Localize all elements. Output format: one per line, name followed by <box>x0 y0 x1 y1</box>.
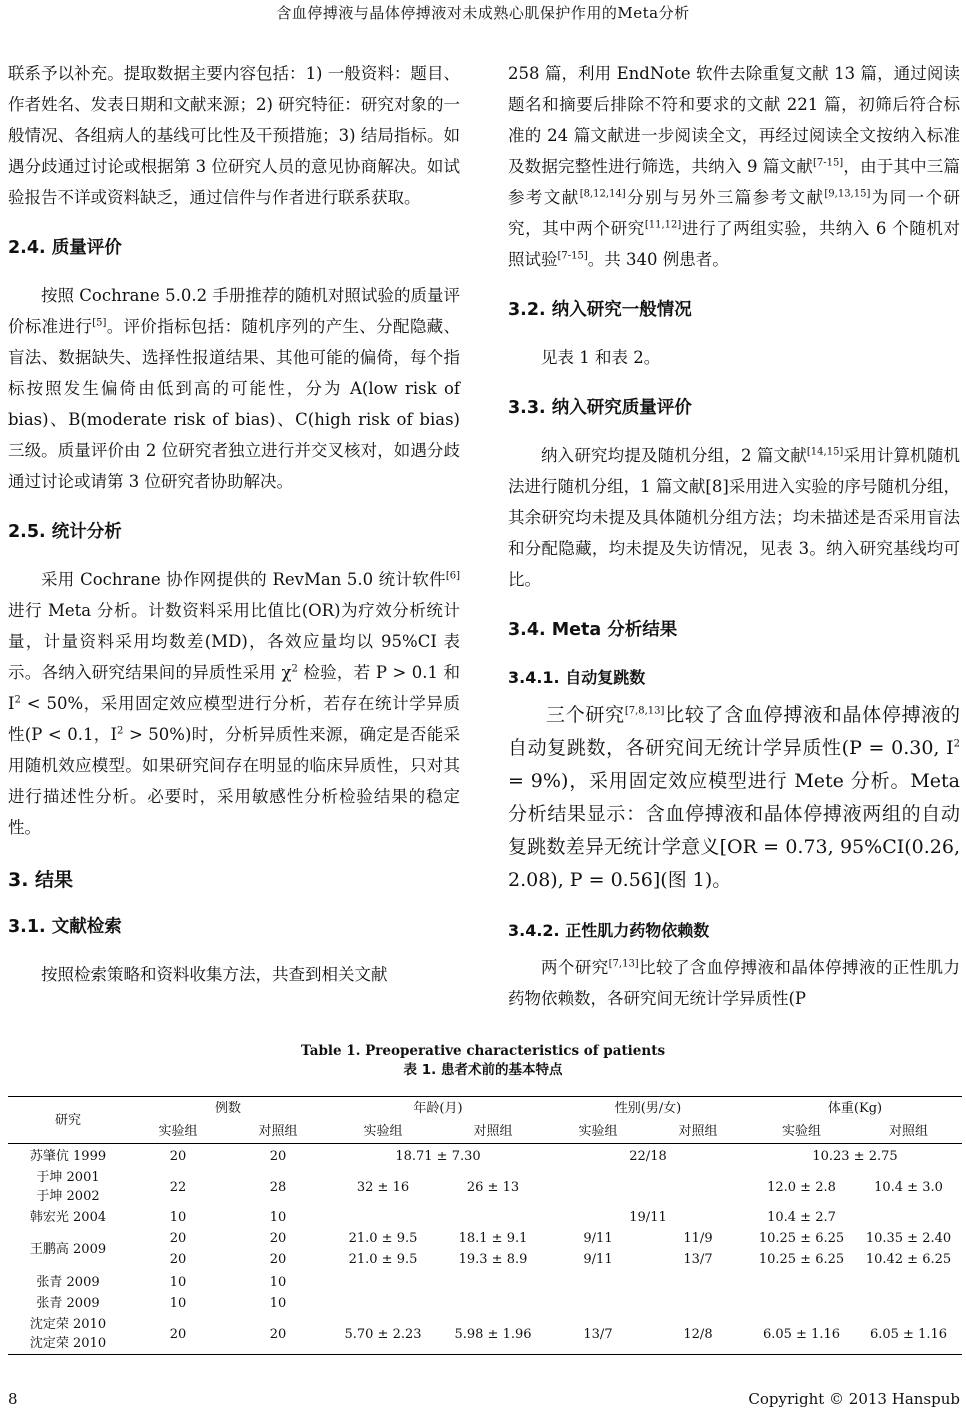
cell: 21.0 ± 9.5 <box>348 1252 418 1267</box>
cell: 10 <box>269 1296 287 1311</box>
heading-2-4: 2.4. 质量评价 <box>8 238 122 258</box>
cell <box>328 1270 962 1293</box>
cell: 18.1 ± 9.1 <box>458 1231 528 1246</box>
sub-ctl: 对照组 <box>648 1120 748 1144</box>
table-row <box>8 1293 962 1314</box>
heading-3-1: 3.1. 文献检索 <box>8 917 122 937</box>
cell <box>328 1293 962 1314</box>
cell: 10.25 ± 6.25 <box>758 1231 845 1246</box>
cell <box>855 1207 962 1228</box>
citation: [6] <box>445 570 460 582</box>
cell: 13/7 <box>683 1252 713 1267</box>
table-row <box>8 1207 962 1228</box>
cell: 10.25 ± 6.25 <box>758 1252 845 1267</box>
heading-3-4-2: 3.4.2. 正性肌力药物依赖数 <box>508 921 710 940</box>
cell: 20 <box>228 1314 328 1355</box>
cell-study: 张青 2009 <box>36 1296 100 1311</box>
cell: 20 <box>169 1252 187 1267</box>
cell-study: 沈定荣 2010 沈定荣 2010 <box>8 1314 128 1355</box>
cell: 19/11 <box>629 1210 667 1225</box>
table-preoperative <box>8 1096 962 1355</box>
copyright: Copyright © 2013 Hanspub <box>748 1390 960 1408</box>
page-number: 8 <box>8 1390 18 1408</box>
cell: 20 <box>169 1231 187 1246</box>
cell: 10 <box>169 1210 187 1225</box>
table-row <box>8 1249 962 1270</box>
paragraph-general: 见表 1 和表 2。 <box>541 348 661 367</box>
right-column <box>508 58 960 1014</box>
table-caption-en: Table 1. Preoperative characteristics of patients <box>300 1043 666 1059</box>
cell: 5.70 ± 2.23 <box>328 1314 438 1355</box>
citation: [5] <box>92 317 107 329</box>
cell: 6.05 ± 1.16 <box>748 1314 855 1355</box>
cell: 20 <box>269 1252 287 1267</box>
cell: 10 <box>269 1210 287 1225</box>
cell: 26 ± 13 <box>466 1179 520 1195</box>
sub-ctl: 对照组 <box>228 1120 328 1144</box>
cell <box>548 1167 648 1207</box>
table-header-row <box>8 1097 962 1121</box>
sub-ctl: 对照组 <box>438 1120 548 1144</box>
table-subheader-row <box>8 1120 962 1144</box>
sub-exp: 实验组 <box>128 1120 228 1144</box>
sub-ctl: 对照组 <box>855 1120 962 1144</box>
left-column <box>8 58 460 990</box>
table-row <box>8 1228 962 1249</box>
paragraph-quality-assessment: 按照 Cochrane 5.0.2 手册推荐的随机对照试验的质量评价标准进行[5]。评价指标包括：随机序列的产生、分配隐藏、盲法、数据缺失、选择性报道结果、其他可能的偏倚，每个指标按照发生偏倚由低到高的可能性，分为 A(low risk of bias)、B(moderate risk of bias)、C(high risk of bias)三级。质量评价由 2 位研究者独立进行并交叉核对，如遇分歧通过讨论或请第 3 位研究者协助解决。 <box>8 286 461 491</box>
heading-3-2: 3.2. 纳入研究一般情况 <box>508 300 692 320</box>
group-cases: 例数 <box>128 1097 328 1121</box>
cell: 28 <box>269 1179 287 1195</box>
cell: 6.05 ± 1.16 <box>855 1314 962 1355</box>
cell: 10.42 ± 6.25 <box>865 1252 952 1267</box>
paragraph-statistics: 采用 Cochrane 协作网提供的 RevMan 5.0 统计软件[6]进行 Meta 分析。计数资料采用比值比(OR)为疗效分析统计量，计量资料采用均数差(MD)，各效应量均以 95%CI 表示。各纳入研究结果间的异质性采用 $\chi^2$ 检验，若 P > 0.1 和 $I^2 < 50\%$，采用固定效应模型进行分析，若存在统计学异质性(P < 0.1，$I^2 > 50\%$)时，分析异质性来源，确定是否能采用随机效应模型。如果研究间存在明显的临床异质性，只对其进行描述性分析。必要时，采用敏感性分析检验结果的稳定性。 <box>8 570 460 837</box>
cell: 22/18 <box>629 1149 667 1164</box>
cell: 10.35 ± 2.40 <box>865 1231 952 1246</box>
paragraph-literature-search-cont: 258 篇，利用 EndNote 软件去除重复文献 13 篇，通过阅读题名和摘要后排除不符和要求的文献 221 篇，初筛后符合标准的 24 篇文献进一步阅读全文，再经过阅读全文按纳入标准及数据完整性进行筛选，共纳入 9 篇文献[7-15]，由于其中三篇参考文献[8,12,14]分别与另外三篇参考文献[9,13,15]为同一个研究，其中两个研究[11,12]进行了两组实验，共纳入 6 个随机对照试验[7-15]。共 340 例患者。 <box>508 64 961 269</box>
cell: 32 ± 16 <box>356 1179 410 1195</box>
cell: 10 <box>269 1275 287 1290</box>
heading-3-3: 3.3. 纳入研究质量评价 <box>508 398 692 418</box>
cell: 12/8 <box>648 1314 748 1355</box>
table-row <box>8 1270 962 1293</box>
paragraph-auto-rebeat: 三个研究[7,8,13]比较了含血停搏液和晶体停搏液的自动复跳数，各研究间无统计学异质性(P = 0.30, $I^2 = 9\%$)，采用固定效应模型进行 Mete 分析。Meta 分析结果显示：含血停搏液和晶体停搏液两组的自动复跳数差异无统计学意义[OR = 0.73, 95%CI(0.26, 2.08), P = 0.56](图 1)。 <box>508 704 960 891</box>
heading-3-4: 3.4. Meta 分析结果 <box>508 620 678 640</box>
cell: 22 <box>169 1179 187 1195</box>
paragraph-literature-search: 按照检索策略和资料收集方法，共查到相关文献 <box>41 965 388 984</box>
cell-study: 苏肇伉 1999 <box>29 1149 107 1164</box>
heading-3: 3. 结果 <box>8 869 74 891</box>
cell: 13/7 <box>548 1314 648 1355</box>
paragraph-inotrope: 两个研究[7,13]比较了含血停搏液和晶体停搏液的正性肌力药物依赖数，各研究间无统计学异质性(P <box>508 958 961 1008</box>
cell: 20 <box>269 1231 287 1246</box>
cell <box>328 1207 438 1228</box>
paragraph-quality: 纳入研究均提及随机分组，2 篇文献[14,15]采用计算机随机法进行随机分组，1 篇文献[8]采用进入实验的序号随机分组，其余研究均未提及具体随机分组方法；均未描述是否采用盲法和分配隐藏，均未提及失访情况，见表 3。纳入研究基线均可比。 <box>508 446 961 589</box>
cell <box>648 1167 748 1207</box>
cell: 10.4 ± 2.7 <box>767 1210 836 1225</box>
cell: 21.0 ± 9.5 <box>348 1231 418 1246</box>
cell: 9/11 <box>583 1252 613 1267</box>
col-study: 研究 <box>8 1097 128 1144</box>
cell: 9/11 <box>583 1231 613 1246</box>
cell: 5.98 ± 1.96 <box>438 1314 548 1355</box>
cell-study: 韩宏光 2004 <box>29 1210 107 1225</box>
cell: 10.4 ± 3.0 <box>874 1179 943 1195</box>
sub-exp: 实验组 <box>328 1120 438 1144</box>
cell: 20 <box>169 1149 187 1164</box>
cell <box>438 1207 548 1228</box>
running-head: 含血停搏液与晶体停搏液对未成熟心肌保护作用的Meta分析 <box>276 4 690 22</box>
table-row <box>8 1314 962 1355</box>
table-caption-zh: 表 1. 患者术前的基本特点 <box>403 1062 563 1078</box>
sub-exp: 实验组 <box>748 1120 855 1144</box>
cell: 10.23 ± 2.75 <box>812 1149 898 1164</box>
group-sex: 性别(男/女) <box>548 1097 748 1121</box>
table-row <box>8 1144 962 1168</box>
sub-exp: 实验组 <box>548 1120 648 1144</box>
table-caption <box>0 1042 966 1080</box>
cell: 19.3 ± 8.9 <box>458 1252 528 1267</box>
group-weight: 体重(Kg) <box>748 1097 962 1121</box>
table-row <box>8 1167 962 1207</box>
cell-study: 张青 2009 <box>36 1275 100 1290</box>
cell: 12.0 ± 2.8 <box>767 1179 836 1195</box>
heading-3-4-1: 3.4.1. 自动复跳数 <box>508 668 646 687</box>
paragraph-data-extraction: 联系予以补充。提取数据主要内容包括：1) 一般资料：题目、作者姓名、发表日期和文献来源；2) 研究特征：研究对象的一般情况、各组病人的基线可比性及干预措施；3) 结局指标。如遇分歧通过讨论或根据第 3 位研究人员的意见协商解决。如试验报告不详或资料缺乏，通过信件与作者进行联系获取。 <box>8 64 460 207</box>
cell-study: 于坤 2001 于坤 2002 <box>36 1170 100 1204</box>
heading-2-5: 2.5. 统计分析 <box>8 522 122 542</box>
group-age: 年龄(月) <box>328 1097 548 1121</box>
cell-study: 王鹏高 2009 <box>29 1241 107 1257</box>
cell: 20 <box>269 1149 287 1164</box>
cell: 10 <box>169 1275 187 1290</box>
cell: 20 <box>128 1314 228 1355</box>
cell: 10 <box>169 1296 187 1311</box>
cell: 11/9 <box>683 1231 713 1246</box>
cell: 18.71 ± 7.30 <box>395 1149 481 1164</box>
